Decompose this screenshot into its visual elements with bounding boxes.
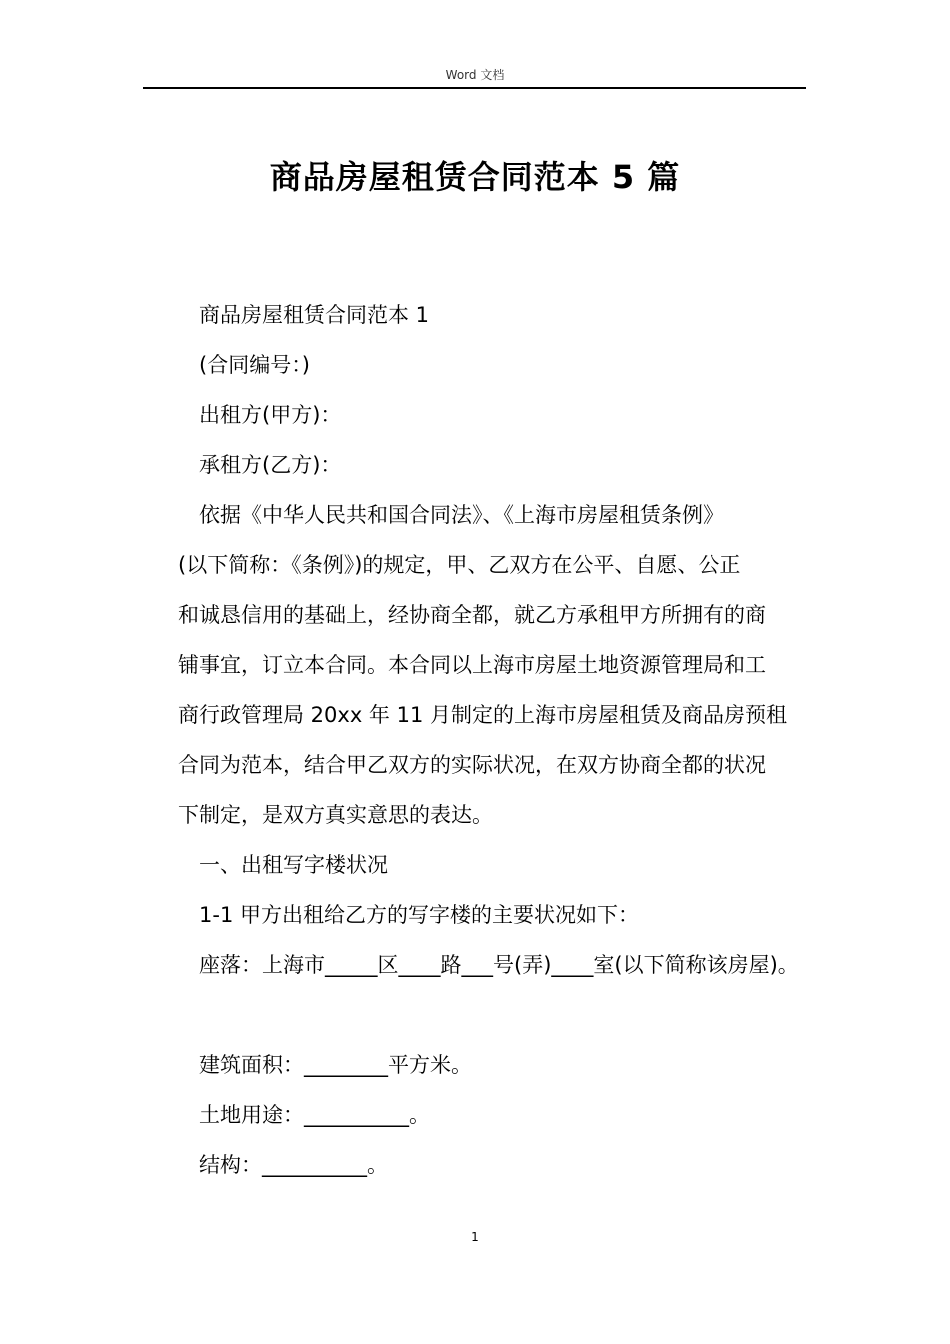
document-title: 商品房屋租赁合同范本 5 篇 bbox=[269, 158, 681, 196]
land-use-line: 土地用途：__________。 bbox=[199, 1103, 430, 1127]
structure-line: 结构：__________。 bbox=[199, 1153, 388, 1177]
section-heading-office-status: 一、出租写字楼状况 bbox=[199, 853, 388, 877]
paragraph-line: 和诚恳信用的基础上，经协商全都，就乙方承租甲方所拥有的商 bbox=[178, 603, 766, 627]
clause-1-1-line: 1-1 甲方出租给乙方的写字楼的主要状况如下： bbox=[199, 903, 639, 927]
floor-area-line: 建筑面积：________平方米。 bbox=[199, 1053, 472, 1077]
paragraph-line: 合同为范本，结合甲乙双方的实际状况，在双方协商全都的状况 bbox=[178, 753, 766, 777]
lessee-line: 承租方(乙方)： bbox=[199, 453, 342, 477]
paragraph-line: (以下简称：《条例》)的规定，甲、乙双方在公平、自愿、公正 bbox=[178, 553, 741, 577]
lessor-line: 出租方(甲方)： bbox=[199, 403, 342, 427]
paragraph-line: 下制定，是双方真实意思的表达。 bbox=[178, 803, 493, 827]
paragraph-line: 铺事宜，订立本合同。本合同以上海市房屋土地资源管理局和工 bbox=[178, 653, 766, 677]
document-header-label: Word 文档 bbox=[445, 68, 505, 82]
paragraph-line: 依据《中华人民共和国合同法》、《上海市房屋租赁条例》 bbox=[199, 503, 724, 527]
section-heading-contract-1: 商品房屋租赁合同范本 1 bbox=[199, 303, 430, 327]
page-number: 1 bbox=[471, 1230, 479, 1244]
contract-number-line: (合同编号：) bbox=[199, 353, 310, 377]
location-line: 座落：上海市_____区____路___号(弄)____室(以下简称该房屋)。 bbox=[199, 953, 799, 977]
header-divider bbox=[143, 87, 806, 89]
paragraph-line: 商行政管理局 20xx 年 11 月制定的上海市房屋租赁及商品房预租 bbox=[178, 703, 787, 727]
